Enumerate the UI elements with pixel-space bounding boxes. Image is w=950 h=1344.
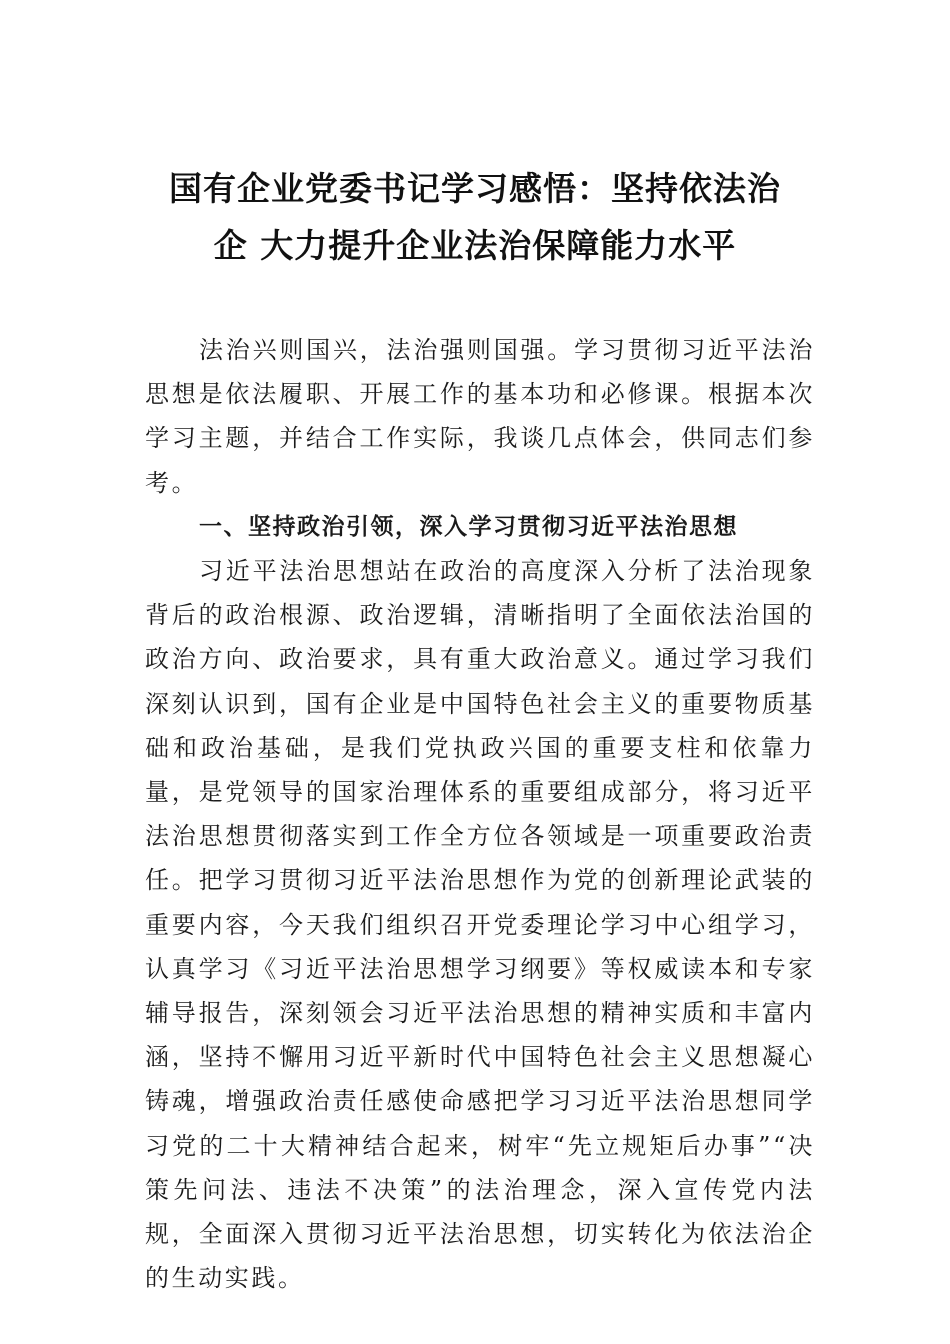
section-heading: 一、坚持政治引领，深入学习贯彻习近平法治思想 — [199, 513, 738, 540]
document-body — [145, 328, 815, 1300]
section-paragraph: 习近平法治思想站在政治的高度深入分析了法治现象背后的政治根源、政治逻辑，清晰指明了全面依法治国的政治方向、政治要求，具有重大政治意义。通过学习我们深刻认识到，国有企业是中国特色社会主义的重要物质基础和政治基础，是我们党执政兴国的重要支柱和依靠力量，是党领导的国家治理体系的重要组成部分，将习近平法治思想贯彻落实到工作全方位各领域是一项重要政治责任。把学习贯彻习近平法治思想作为党的创新理论武装的重要内容，今天我们组织召开党委理论学习中心组学习，认真学习《习近平法治思想学习纲要》等权威读本和专家辅导报告，深刻领会习近平法治思想的精神实质和丰富内涵，坚持不懈用习近平新时代中国特色社会主义思想凝心铸魂，增强政治责任感使命感把学习习近平法治思想同学习党的二十大精神结合起来，树牢“先立规矩后办事”“决策先问法、违法不决策”的法治理念，深入宣传党内法规，全面深入贯彻习近平法治思想，切实转化为依法治企的生动实践。 — [145, 557, 815, 1293]
intro-paragraph: 法治兴则国兴，法治强则国强。学习贯彻习近平法治思想是依法履职、开展工作的基本功和必修课。根据本次学习主题，并结合工作实际，我谈几点体会，供同志们参考。 — [145, 336, 815, 497]
document-title — [140, 160, 810, 274]
title-line-1: 国有企业党委书记学习感悟：坚持依法治 — [169, 169, 781, 208]
title-line-2: 企 大力提升企业法治保障能力水平 — [213, 226, 737, 265]
